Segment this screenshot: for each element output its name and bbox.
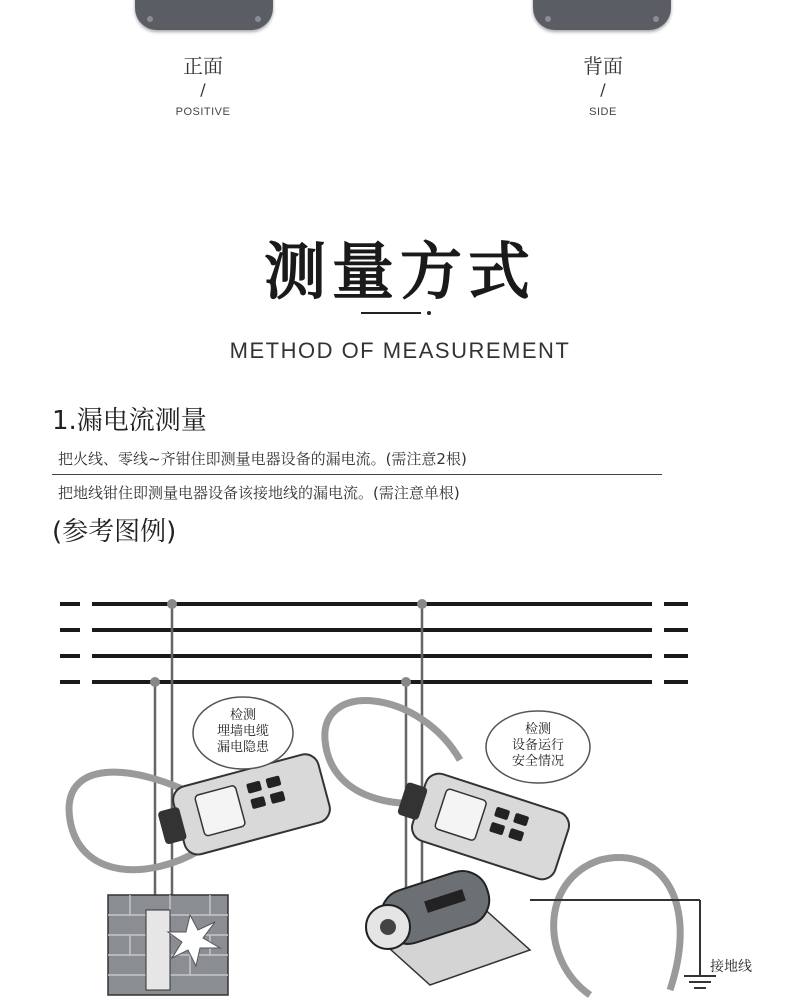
bubble-left-line: 埋墙电缆 (216, 724, 269, 739)
section-title: 测量方式 (263, 235, 536, 308)
wire-junctions (150, 599, 427, 687)
bubble-right-text (498, 722, 578, 770)
bubble-left-line: 漏电隐患 (216, 740, 269, 755)
power-lines (60, 604, 688, 682)
bubble-right-line: 设备运行 (511, 738, 564, 753)
front-view-caption: POSITIVE (175, 106, 231, 118)
back-view-caption: SIDE (589, 106, 617, 118)
method-description-1: 把火线、零线~齐钳住即测量电器设备的漏电流。(需注意2根) (58, 450, 467, 468)
back-view-slash: / (600, 80, 606, 99)
method-heading: 1.漏电流测量 (52, 406, 207, 436)
back-view-label: 背面 (583, 54, 623, 78)
appliance-icon (366, 864, 530, 985)
brick-wall-icon (108, 895, 228, 995)
section-subtitle: METHOD OF MEASUREMENT (229, 338, 571, 363)
ground-label: 接地线 (710, 959, 752, 975)
bubble-right-line: 检测 (524, 722, 551, 737)
flex-coil-bottom (554, 858, 681, 995)
method-description-2: 把地线钳住即测量电器设备该接地线的漏电流。(需注意单根) (58, 484, 460, 502)
bubble-left-line: 检测 (229, 708, 256, 723)
front-view-slash: / (200, 80, 206, 99)
bubble-left-text (203, 708, 283, 756)
reference-label: (参考图例) (52, 517, 177, 547)
front-view-label: 正面 (183, 54, 223, 78)
bubble-right-line: 安全情况 (511, 754, 564, 769)
